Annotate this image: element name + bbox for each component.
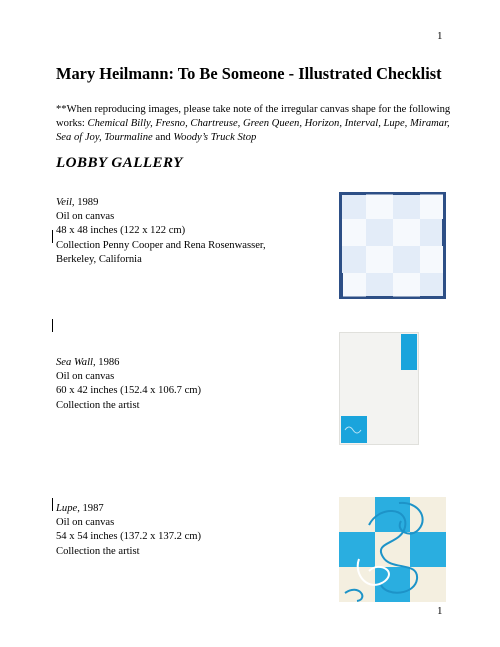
artwork-medium: Oil on canvas xyxy=(56,211,115,223)
checklist-entry-veil xyxy=(56,196,306,267)
artwork-collection: Collection the artist xyxy=(56,399,140,411)
artwork-image-lupe xyxy=(339,497,446,602)
artwork-collection: Collection the artist xyxy=(56,545,140,557)
artwork-dimensions: 54 x 54 inches (137.2 x 137.2 cm) xyxy=(56,531,202,543)
reproduction-note xyxy=(56,103,456,145)
section-heading-lobby-gallery: LOBBY GALLERY xyxy=(56,155,183,171)
note-and: and xyxy=(152,132,174,143)
artwork-title: Veil xyxy=(56,197,72,208)
page-number-bottom: 1 xyxy=(437,605,443,617)
artwork-title: Sea Wall xyxy=(56,357,93,368)
artwork-image-sea-wall xyxy=(339,332,419,445)
artwork-year: , 1986 xyxy=(92,357,120,368)
page-number-top: 1 xyxy=(437,30,443,42)
checklist-entry-sea-wall xyxy=(56,356,306,413)
checklist-entry-lupe xyxy=(56,502,306,559)
text-cursor-mark xyxy=(52,498,53,511)
note-works-list: Chemical Billy, Fresno, Chartreuse, Green Queen, Horizon, Interval, Lupe, Miramar, Sea of Joy, Tourmaline xyxy=(56,118,450,143)
artwork-medium: Oil on canvas xyxy=(56,371,115,383)
sea-wall-top-right-block xyxy=(401,334,417,370)
entry-title-line xyxy=(56,502,306,516)
artwork-collection-location: Berkeley, California xyxy=(56,253,142,265)
artwork-year: , 1987 xyxy=(77,503,104,514)
text-cursor-mark xyxy=(52,230,53,243)
artwork-medium: Oil on canvas xyxy=(56,517,115,529)
entry-title-line xyxy=(56,196,306,210)
lupe-painting xyxy=(339,497,446,602)
artwork-dimensions: 60 x 42 inches (152.4 x 106.7 cm) xyxy=(56,385,202,397)
artwork-dimensions: 48 x 48 inches (122 x 122 cm) xyxy=(56,225,186,237)
veil-painting xyxy=(339,192,446,299)
artwork-year: , 1989 xyxy=(71,197,99,208)
note-last-work: Woody’s Truck Stop xyxy=(173,132,257,143)
text-cursor-mark xyxy=(52,319,53,332)
entry-title-line xyxy=(56,356,306,370)
sea-wall-painting xyxy=(339,332,419,445)
artwork-collection: Collection Penny Cooper and Rena Rosenwasser, xyxy=(56,239,266,251)
artwork-title: Lupe xyxy=(56,503,78,514)
artwork-image-veil xyxy=(339,192,446,299)
note-text: **When reproducing images, please take note of the irregular canvas shape for the following works: xyxy=(56,104,451,129)
document-title: Mary Heilmann: To Be Someone - Illustrated Checklist xyxy=(56,64,442,83)
